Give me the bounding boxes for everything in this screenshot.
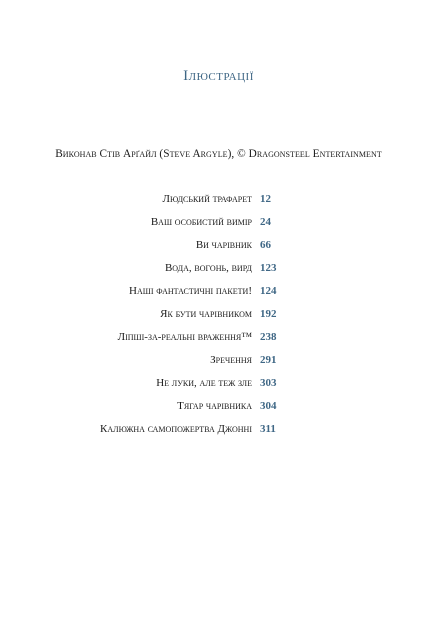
list-item <box>0 423 437 446</box>
illustrations-list <box>0 193 437 446</box>
illustration-title: Вода, вогонь, вирд <box>164 262 252 274</box>
page-number: 123 <box>260 262 277 274</box>
illustrator-credit: Виконав Стів Арґайл (Steve Argyle), © Dragonsteel Entertainment <box>55 148 382 160</box>
page-number: 303 <box>260 377 277 389</box>
illustration-title: Ви чарівник <box>195 239 252 251</box>
list-item <box>0 262 437 285</box>
list-item <box>0 377 437 400</box>
list-item <box>0 193 437 216</box>
list-item <box>0 354 437 377</box>
illustration-title: Ваш особистий вимір <box>150 216 252 228</box>
illustration-title: Не луки, але теж зле <box>156 377 252 389</box>
page-number: 192 <box>260 308 277 320</box>
illustration-title: Ліпші-за-реальні враження™ <box>117 331 252 343</box>
page-number: 311 <box>260 423 276 435</box>
page-number: 12 <box>260 193 271 205</box>
list-item <box>0 331 437 354</box>
page-number: 291 <box>260 354 277 366</box>
list-item <box>0 285 437 308</box>
illustration-title: Людський трафарет <box>162 193 252 205</box>
illustration-title: Тягар чарівника <box>177 400 252 412</box>
page-number: 66 <box>260 239 271 251</box>
illustration-title: Калюжна самопожертва Джонні <box>100 423 252 435</box>
page-number: 304 <box>260 400 277 412</box>
illustration-title: Зречення <box>210 354 252 366</box>
list-item <box>0 216 437 239</box>
illustration-title: Як бути чарівником <box>160 308 252 320</box>
page-title: Ілюстрації <box>183 68 254 84</box>
list-item <box>0 239 437 262</box>
page-number: 238 <box>260 331 277 343</box>
page-number: 24 <box>260 216 271 228</box>
list-item <box>0 308 437 331</box>
illustration-title: Наші фантастичні пакети! <box>129 285 252 297</box>
list-item <box>0 400 437 423</box>
page-number: 124 <box>260 285 277 297</box>
